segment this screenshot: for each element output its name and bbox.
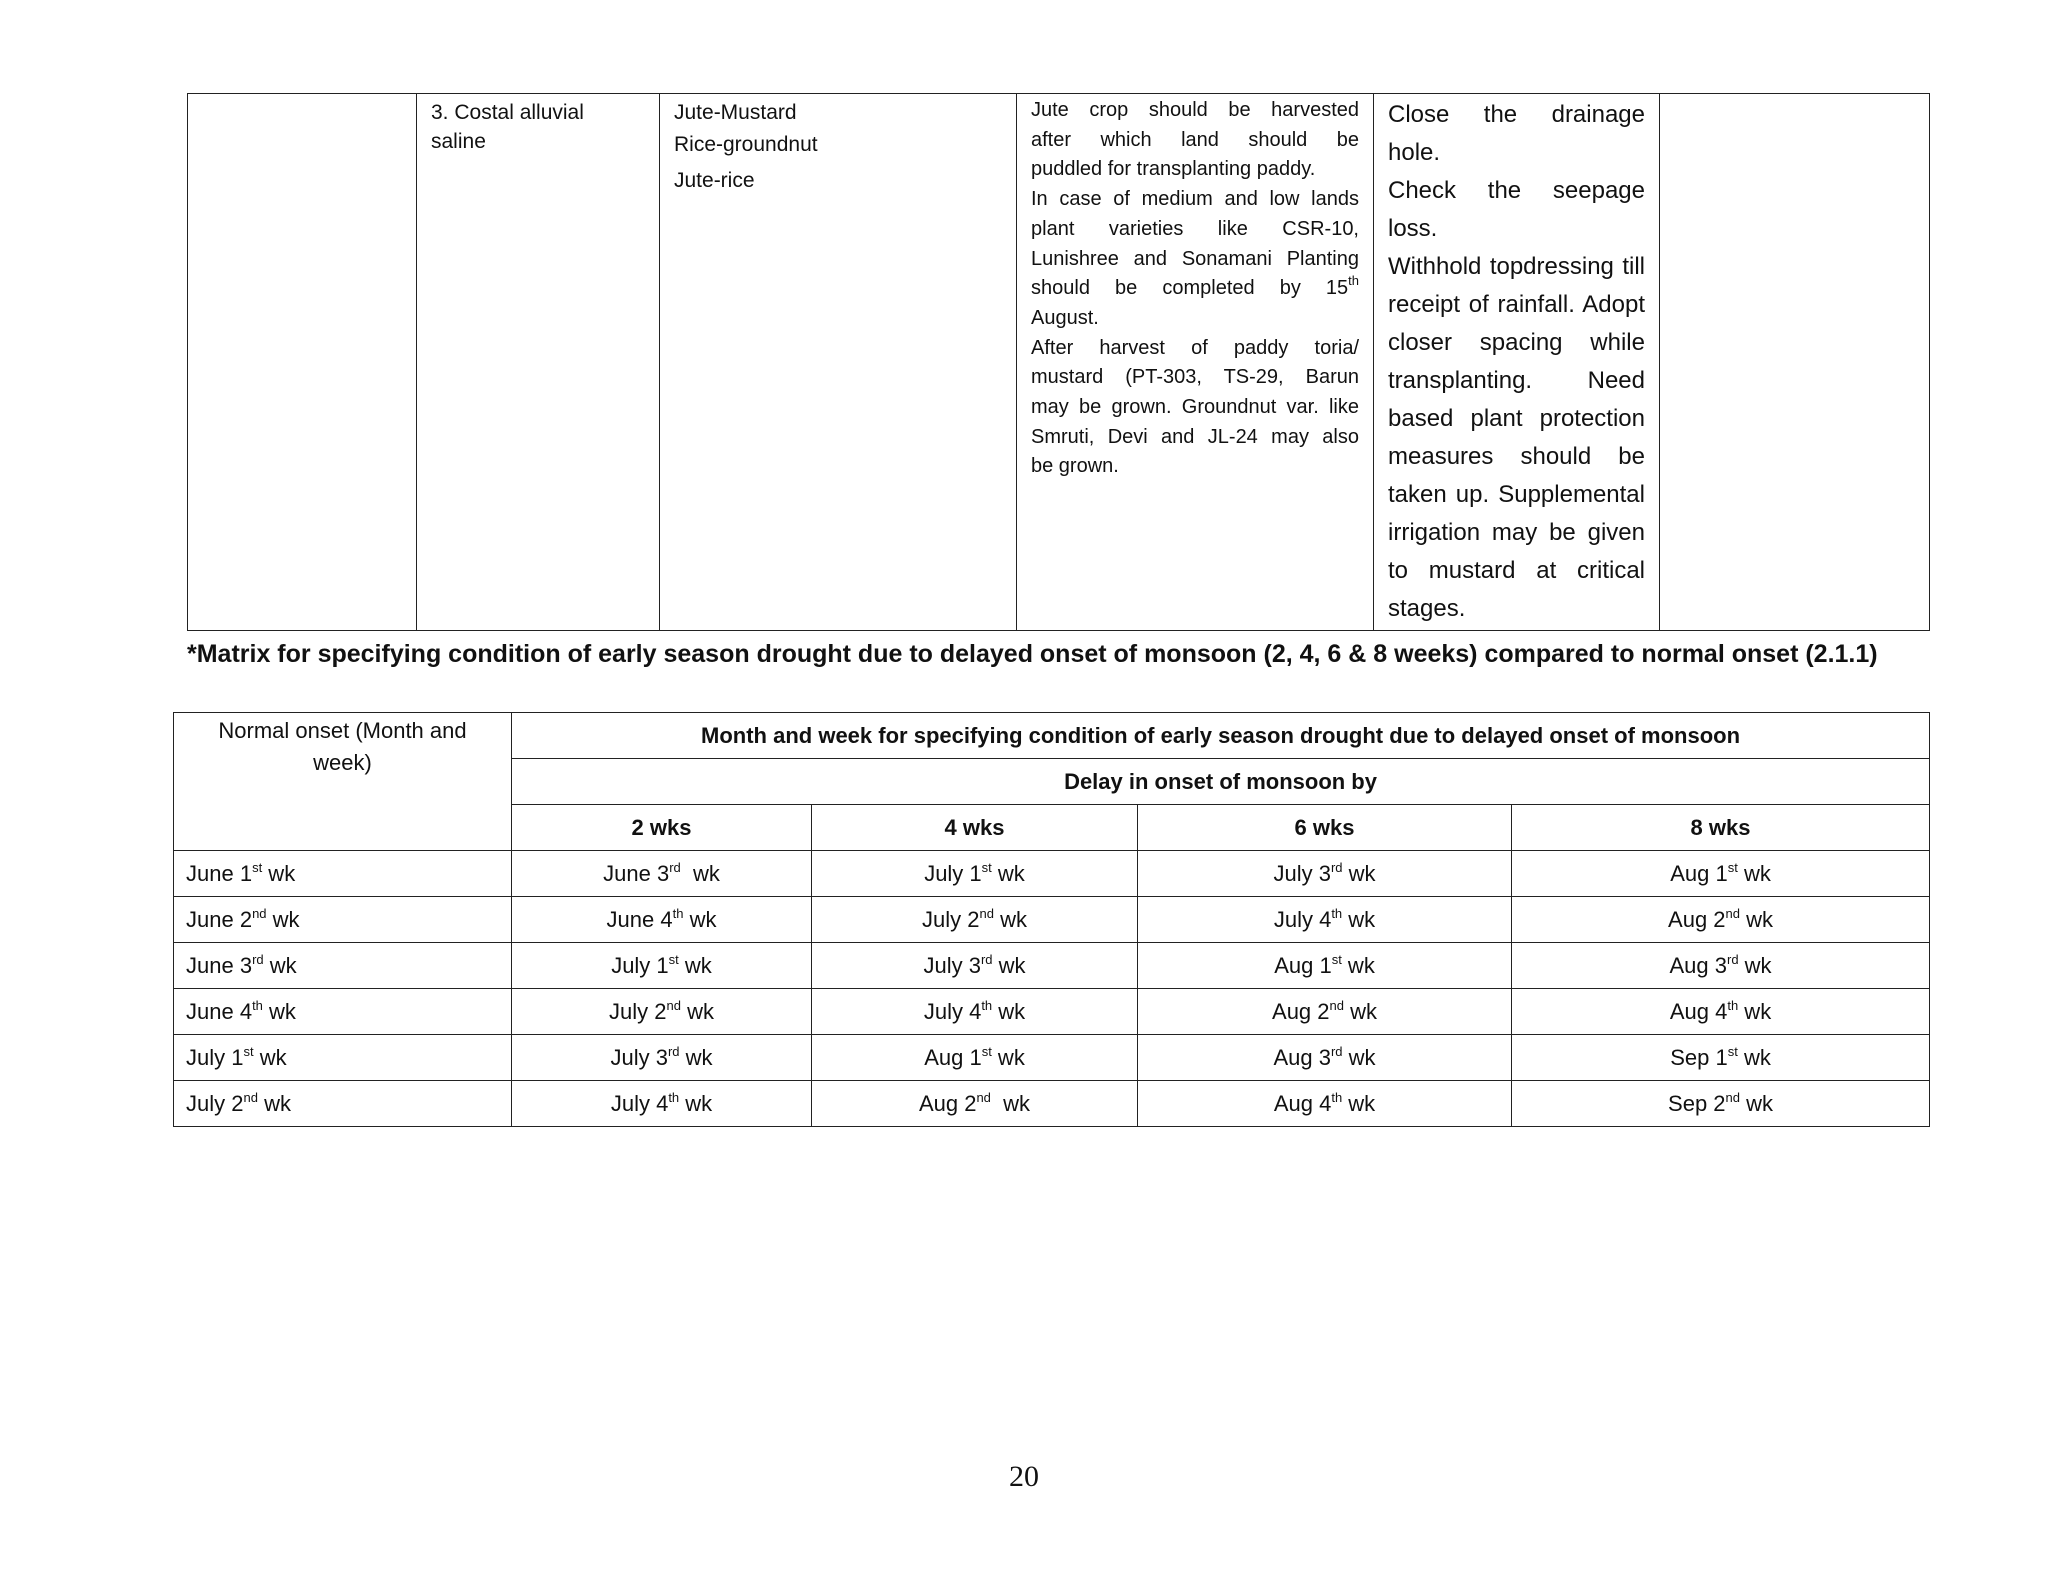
delayed-onset-cell xyxy=(1512,851,1930,897)
column-header: 8 wks xyxy=(1512,805,1930,851)
matrix-sub-header: Delay in onset of monsoon by xyxy=(512,759,1930,805)
cell-text: Aug 4 xyxy=(1669,998,1728,1024)
ordinal-suffix: rd xyxy=(980,951,993,967)
cell-text: wk xyxy=(253,1044,287,1070)
delayed-onset-cell xyxy=(1512,943,1930,989)
practice-line: After harvest of paddy toria/ xyxy=(1031,336,1359,359)
ordinal-suffix: nd xyxy=(1725,1089,1740,1105)
delayed-onset-cell xyxy=(1512,897,1930,943)
practice-line: plant varieties like CSR-10, xyxy=(1031,217,1359,240)
cell-text: wk xyxy=(1343,998,1377,1024)
cell-text: wk xyxy=(1740,1090,1773,1116)
normal-onset-cell xyxy=(174,1081,512,1127)
table-row xyxy=(174,897,1930,943)
cell-text: wk xyxy=(990,1090,1031,1116)
delayed-onset-cell xyxy=(1512,989,1930,1035)
practice-line: Lunishree and Sonamani Planting xyxy=(1031,247,1359,270)
table-row xyxy=(174,1081,1930,1127)
delayed-onset-cell xyxy=(512,943,812,989)
cell-text: June 4 xyxy=(606,906,673,932)
cell-text: wk xyxy=(992,998,1026,1024)
cell-text: wk xyxy=(266,906,300,932)
ordinal-suffix: st xyxy=(668,951,679,967)
cell-text: July 2 xyxy=(922,906,980,932)
delayed-onset-cell xyxy=(812,989,1138,1035)
ordinal-suffix: th xyxy=(1348,273,1359,289)
cell-text: June 2 xyxy=(186,906,253,932)
ordinal-suffix: th xyxy=(1331,905,1343,921)
cell-text: wk xyxy=(263,952,297,978)
crop-management-cell xyxy=(1374,94,1660,631)
practice-line: Smruti, Devi and JL-24 may also xyxy=(1031,425,1359,448)
cell-text: wk xyxy=(1737,860,1771,886)
ordinal-suffix: nd xyxy=(976,1089,991,1105)
cell-text: wk xyxy=(1342,860,1376,886)
cropping-system-cell xyxy=(660,94,1017,631)
ordinal-suffix: th xyxy=(1727,997,1739,1013)
delayed-onset-cell xyxy=(512,1081,812,1127)
normal-onset-cell xyxy=(174,989,512,1035)
measure-line: transplanting. Need xyxy=(1388,367,1645,394)
measure-line: measures should be xyxy=(1388,443,1645,470)
practice-line: may be grown. Groundnut var. like xyxy=(1031,396,1359,419)
ordinal-suffix: th xyxy=(981,997,993,1013)
ordinal-suffix: nd xyxy=(1329,997,1344,1013)
cell-text: Aug 2 xyxy=(1668,906,1726,932)
ordinal-suffix: rd xyxy=(1330,1043,1343,1059)
matrix-body xyxy=(174,851,1930,1127)
ordinal-suffix: nd xyxy=(1725,905,1740,921)
ordinal-suffix: st xyxy=(1727,859,1738,875)
delayed-onset-cell xyxy=(812,943,1138,989)
ordinal-suffix: rd xyxy=(252,951,264,967)
delayed-onset-cell xyxy=(1138,943,1512,989)
cell-text: Aug 1 xyxy=(924,1044,982,1070)
cell-text: wk xyxy=(257,1090,291,1116)
ordinal-suffix: nd xyxy=(243,1089,258,1105)
table-header-row xyxy=(174,713,1930,759)
normal-onset-cell xyxy=(174,897,512,943)
ordinal-suffix: th xyxy=(1331,1089,1343,1105)
cell-text: wk xyxy=(678,952,712,978)
cell-text: Sep 2 xyxy=(1668,1090,1726,1116)
cell-text: Sep 1 xyxy=(1670,1044,1728,1070)
cell-text: July 3 xyxy=(923,952,981,978)
ordinal-suffix: rd xyxy=(669,859,681,875)
measure-line: closer spacing while xyxy=(1388,329,1645,356)
cell-text: wk xyxy=(680,998,714,1024)
zone-line: 3. Costal alluvial xyxy=(431,101,584,124)
ordinal-suffix: nd xyxy=(979,905,994,921)
cell-text: wk xyxy=(1342,1044,1376,1070)
cell-text: July 2 xyxy=(609,998,667,1024)
practice-line: be grown. xyxy=(1031,455,1119,478)
delayed-onset-cell xyxy=(1138,897,1512,943)
practice-line: August. xyxy=(1031,306,1099,329)
measure-line: receipt of rainfall. Adopt xyxy=(1388,291,1645,318)
cell-text: wk xyxy=(991,1044,1025,1070)
cell-text: wk xyxy=(1342,1090,1376,1116)
cell-text: Aug 2 xyxy=(918,1090,977,1116)
practice-line: after which land should be xyxy=(1031,128,1359,151)
ordinal-suffix: rd xyxy=(1330,859,1343,875)
cell-text: wk xyxy=(680,860,720,886)
ordinal-suffix: rd xyxy=(667,1043,680,1059)
delayed-onset-cell xyxy=(512,897,812,943)
ordinal-suffix: st xyxy=(1727,1043,1738,1059)
ordinal-suffix: st xyxy=(252,859,263,875)
cell-text: July 1 xyxy=(186,1044,244,1070)
delayed-onset-cell xyxy=(1138,1035,1512,1081)
cell-text: wk xyxy=(262,860,296,886)
cell-text: wk xyxy=(679,1044,713,1070)
measure-line: irrigation may be given xyxy=(1388,519,1645,546)
cell-text: wk xyxy=(1737,1044,1771,1070)
cell-text: June 3 xyxy=(603,860,670,886)
cell-text: wk xyxy=(1738,998,1772,1024)
measure-line: stages. xyxy=(1388,595,1466,622)
zone-line: saline xyxy=(431,130,486,153)
practice-line: puddled for transplanting paddy. xyxy=(1031,158,1316,181)
practice-line xyxy=(1031,274,1359,304)
cell-text: July 4 xyxy=(923,998,982,1024)
delayed-onset-cell xyxy=(812,851,1138,897)
cell-text: Aug 2 xyxy=(1272,998,1330,1024)
normal-onset-cell xyxy=(174,943,512,989)
section-heading: *Matrix for specifying condition of early season drought due to delayed onset of monsoon (2, 4, 6 & 8 weeks) compared to normal onset (2.1.1) xyxy=(187,640,1878,668)
matrix-main-header: Month and week for specifying condition of early season drought due to delayed onset of monsoon xyxy=(512,713,1930,759)
ordinal-suffix: nd xyxy=(252,905,267,921)
cell-text: wk xyxy=(1342,906,1376,932)
delayed-onset-cell xyxy=(1512,1081,1930,1127)
normal-onset-cell xyxy=(174,1035,512,1081)
monsoon-delay-matrix xyxy=(173,712,1930,1127)
cell-text: Aug 3 xyxy=(1273,1044,1331,1070)
ordinal-suffix: st xyxy=(243,1043,254,1059)
measure-line: Withhold topdressing till xyxy=(1388,253,1645,280)
delayed-onset-cell xyxy=(812,1081,1138,1127)
normal-onset-cell xyxy=(174,851,512,897)
column-header: 2 wks xyxy=(512,805,812,851)
cell-text: July 1 xyxy=(924,860,982,886)
ordinal-suffix: th xyxy=(252,997,263,1013)
delayed-onset-cell xyxy=(812,897,1138,943)
ordinal-suffix: st xyxy=(1331,951,1342,967)
normal-onset-header: Normal onset (Month and week) xyxy=(174,713,512,851)
cell-text: wk xyxy=(992,952,1026,978)
cell-text: July 3 xyxy=(1273,860,1331,886)
cell-text: wk xyxy=(262,998,296,1024)
agronomic-practice-cell xyxy=(1017,94,1374,631)
cell-text: July 4 xyxy=(1273,906,1332,932)
cell-text: wk xyxy=(1341,952,1375,978)
ordinal-suffix: rd xyxy=(1726,951,1739,967)
delayed-onset-cell xyxy=(512,851,812,897)
column-header: 4 wks xyxy=(812,805,1138,851)
agro-zone-cell xyxy=(417,94,660,631)
practice-line: Jute crop should be harvested xyxy=(1031,99,1359,121)
table-row xyxy=(174,943,1930,989)
practice-text: should be completed by 15 xyxy=(1031,277,1349,300)
cell-text: June 4 xyxy=(186,998,253,1024)
contingency-table xyxy=(187,93,1930,631)
cell-text: wk xyxy=(679,1090,713,1116)
measure-line: Check the seepage loss. xyxy=(1388,177,1645,242)
delayed-onset-cell xyxy=(1512,1035,1930,1081)
cropping-system: Jute-Mustard xyxy=(674,101,797,124)
table-cell-empty xyxy=(188,94,417,631)
page-number: 20 xyxy=(1009,1460,1039,1493)
practice-line: mustard (PT-303, TS-29, Barun xyxy=(1031,366,1359,389)
cell-text: July 2 xyxy=(186,1090,244,1116)
cell-text: wk xyxy=(683,906,717,932)
cell-text: Aug 1 xyxy=(1274,952,1332,978)
cell-text: wk xyxy=(1738,952,1772,978)
delayed-onset-cell xyxy=(512,1035,812,1081)
ordinal-suffix: st xyxy=(981,859,992,875)
ordinal-suffix: th xyxy=(672,905,684,921)
measure-line: based plant protection xyxy=(1388,405,1645,432)
table-row xyxy=(174,851,1930,897)
table-row xyxy=(174,989,1930,1035)
cell-text: wk xyxy=(991,860,1025,886)
table-row xyxy=(174,1035,1930,1081)
delayed-onset-cell xyxy=(512,989,812,1035)
cell-text: June 3 xyxy=(186,952,253,978)
cropping-system: Rice-groundnut xyxy=(674,133,818,156)
table-row xyxy=(188,94,1930,631)
cell-text: June 1 xyxy=(186,860,253,886)
practice-line: In case of medium and low lands xyxy=(1031,188,1359,211)
ordinal-suffix: st xyxy=(981,1043,992,1059)
delayed-onset-cell xyxy=(1138,851,1512,897)
column-header: 6 wks xyxy=(1138,805,1512,851)
ordinal-suffix: nd xyxy=(666,997,681,1013)
cell-text: wk xyxy=(1740,906,1773,932)
measure-line: Close the drainage hole. xyxy=(1388,101,1645,166)
cell-text: wk xyxy=(993,906,1027,932)
cell-text: Aug 3 xyxy=(1669,952,1727,978)
measure-line: taken up. Supplemental xyxy=(1388,481,1645,508)
cell-text: Aug 4 xyxy=(1273,1090,1332,1116)
table-cell-empty xyxy=(1660,94,1930,631)
cell-text: Aug 1 xyxy=(1670,860,1728,886)
measure-line: to mustard at critical xyxy=(1388,557,1645,584)
cell-text: July 3 xyxy=(610,1044,668,1070)
delayed-onset-cell xyxy=(812,1035,1138,1081)
cell-text: July 1 xyxy=(611,952,669,978)
cropping-system: Jute-rice xyxy=(674,169,755,192)
ordinal-suffix: th xyxy=(668,1089,680,1105)
delayed-onset-cell xyxy=(1138,1081,1512,1127)
cell-text: July 4 xyxy=(610,1090,669,1116)
delayed-onset-cell xyxy=(1138,989,1512,1035)
